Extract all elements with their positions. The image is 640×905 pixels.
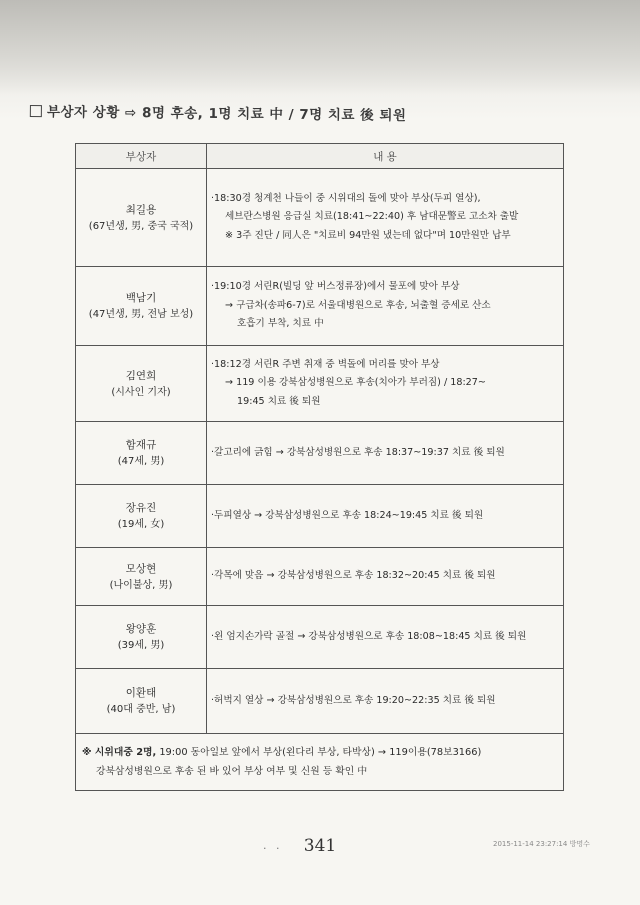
content-line: → 구급차(송파6-7)로 서울대병원으로 후송, 뇌출혈 증세로 산소 xyxy=(225,299,491,311)
table-row xyxy=(76,267,564,346)
person-name: 백남기 xyxy=(125,292,157,304)
content-cell xyxy=(207,169,564,267)
header-injured: 부상자 xyxy=(76,144,207,169)
table-row xyxy=(76,169,564,267)
table-row xyxy=(76,548,564,606)
content-line: 호흡기 부착, 치료 中 xyxy=(237,318,324,330)
content-line: 세브란스병원 응급실 치료(18:41~22:40) 후 남대문警로 고소차 출발 xyxy=(225,211,519,223)
timestamp: 2015-11-14 23:27:14 방명수 xyxy=(493,840,590,848)
table-row xyxy=(76,606,564,669)
person-info: (47세, 男) xyxy=(117,456,165,467)
person-name: 이환태 xyxy=(125,687,157,699)
table-row xyxy=(76,346,564,422)
person-name: 김연희 xyxy=(125,369,157,382)
note-text: 19:00 동아일보 앞에서 부상(왼다리 부상, 타박상) → 119이용(78보3166) xyxy=(156,747,482,758)
note-line xyxy=(82,743,563,762)
person-name: 모상현 xyxy=(125,562,157,575)
injured-person-cell xyxy=(76,669,207,734)
person-info: (47년생, 男, 전남 보성) xyxy=(88,309,194,320)
content-line: ·18:12경 서린R 주변 취재 중 벽돌에 머리를 맞아 부상 xyxy=(211,358,440,370)
content-cell xyxy=(207,267,564,346)
table-header-row xyxy=(76,144,564,169)
person-info: (나이불상, 男) xyxy=(109,579,173,591)
scan-shadow xyxy=(0,0,640,95)
injured-person-cell xyxy=(76,485,207,548)
person-info: (시사인 기자) xyxy=(111,386,171,398)
injured-person-cell xyxy=(76,267,207,346)
injured-person-cell xyxy=(76,169,207,267)
section-title-text: 부상자 상황 ⇨ 8명 후송, 1명 치료 中 / 7명 치료 後 퇴원 xyxy=(46,104,407,124)
injured-person-cell xyxy=(76,346,207,422)
content-line: ·왼 엄지손가락 골절 → 강북삼성병원으로 후송 18:08~18:45 치료 後 퇴원 xyxy=(211,630,527,642)
table-row xyxy=(76,485,564,548)
person-name: 최길용 xyxy=(125,203,157,216)
content-line: ·19:10경 서린R(빌딩 앞 버스정류장)에서 물포에 맞아 부상 xyxy=(211,281,460,293)
injured-person-cell xyxy=(76,548,207,606)
note-line: 강북삼성병원으로 후송 된 바 있어 부상 여부 및 신원 등 확인 中 xyxy=(96,766,368,777)
checkbox-square-icon xyxy=(30,105,42,117)
person-name: 함재규 xyxy=(125,439,157,451)
content-line: ·갈고리에 긁힘 → 강북삼성병원으로 후송 18:37~19:37 치료 後 퇴원 xyxy=(211,446,505,458)
person-info: (19세, 女) xyxy=(117,519,165,530)
person-name: 왕양훈 xyxy=(125,623,157,635)
content-cell xyxy=(207,669,564,734)
content-line: ·18:30경 청계천 나들이 중 시위대의 돌에 맞아 부상(두피 열상), xyxy=(211,192,481,204)
injured-person-cell xyxy=(76,606,207,669)
content-line: ※ 3주 진단 / 同人은 "치료비 94만원 냈는데 없다"며 10만원만 납부 xyxy=(225,229,511,241)
content-cell xyxy=(207,548,564,606)
note-bold: ※ 시위대중 2명, xyxy=(82,747,157,758)
person-info: (40대 중반, 남) xyxy=(106,704,176,715)
content-cell xyxy=(207,422,564,485)
content-cell xyxy=(207,606,564,669)
note-cell xyxy=(76,734,564,791)
content-line: → 119 이용 강북삼성병원으로 후송(치아가 부러짐) / 18:27~ xyxy=(225,377,486,389)
content-line: ·두피열상 → 강북삼성병원으로 후송 18:24~19:45 치료 後 퇴원 xyxy=(211,509,484,521)
page-dots: · · xyxy=(263,842,283,855)
injured-table xyxy=(75,143,564,791)
header-content: 내 용 xyxy=(207,144,564,169)
content-cell xyxy=(207,485,564,548)
person-info: (39세, 男) xyxy=(117,640,165,651)
table-row xyxy=(76,422,564,485)
injured-person-cell xyxy=(76,422,207,485)
person-info: (67년생, 男, 중국 국적) xyxy=(88,220,194,232)
page-number: 341 xyxy=(303,836,337,856)
person-name: 장유진 xyxy=(125,502,157,514)
table-row xyxy=(76,669,564,734)
content-line: ·각목에 맞음 → 강북삼성병원으로 후송 18:32~20:45 치료 後 퇴원 xyxy=(211,570,496,582)
section-title xyxy=(30,100,590,126)
content-cell xyxy=(207,346,564,422)
note-row xyxy=(76,734,564,791)
content-line: ·허벅지 열상 → 강북삼성병원으로 후송 19:20~22:35 치료 後 퇴원 xyxy=(211,694,496,706)
table-body xyxy=(76,169,564,791)
content-line: 19:45 치료 後 퇴원 xyxy=(237,395,321,407)
